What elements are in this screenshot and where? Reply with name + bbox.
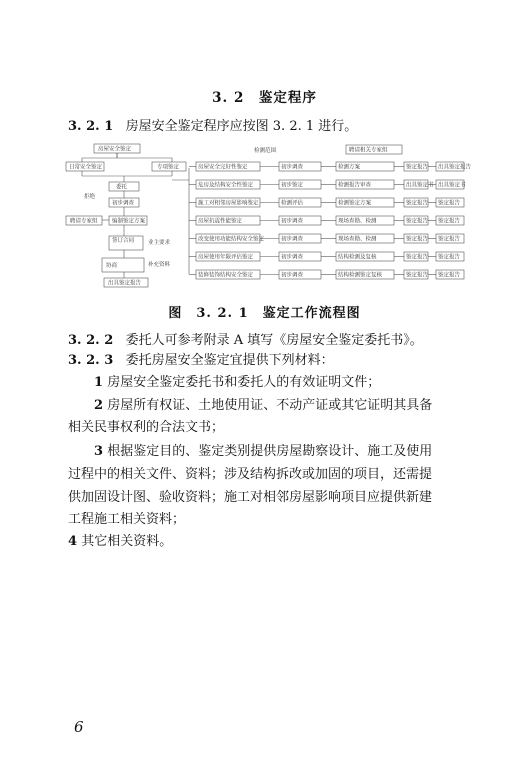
flow-box-label: 结构检测及复核: [338, 254, 377, 261]
flow-box-label: 出具鉴定书: [406, 182, 434, 189]
flow-box-label: 初步鉴定: [281, 182, 304, 189]
flow-box-label: 改变使用功能结构安全鉴定: [198, 236, 265, 243]
reject-label: 拒绝: [84, 194, 96, 200]
flow-box-label: 鉴定报告: [406, 254, 429, 261]
figure-caption: 图 3. 2. 1 鉴定工作流程图: [168, 306, 361, 321]
flow-box-label: 施工对相邻房屋影响鉴定: [198, 200, 259, 207]
clause-text: 房屋安全鉴定程序应按图 3. 2. 1 进行。: [125, 119, 358, 134]
flow-box-label: 检测报告审查: [338, 182, 372, 189]
flow-box-label: 鉴定报告: [438, 218, 461, 225]
list-item: [94, 373, 380, 393]
flow-box-label: 鉴定报告: [406, 200, 429, 207]
page-number: 6: [74, 718, 84, 736]
flow-box-label: 鉴定报告: [406, 236, 429, 243]
clause-number: 3. 2. 3: [68, 353, 114, 368]
flow-box-label: 鉴定报告: [438, 236, 461, 243]
flow-box-label: 初步调查: [281, 164, 304, 171]
flow-box-label: 检测评估: [281, 200, 304, 207]
list-item: [94, 396, 432, 416]
engage-label: 聘请专家组: [70, 218, 98, 225]
consult-label: 业主要求: [148, 240, 171, 246]
flow-box-label: 检测方案: [338, 164, 361, 171]
clause-3-2-2: [68, 331, 423, 351]
flow-box-label: 房屋使用年限评估鉴定: [198, 254, 254, 261]
flow-box-label: 出具鉴定书: [438, 182, 466, 189]
neg-label: 协商: [106, 263, 118, 269]
item-number: 1: [94, 375, 104, 390]
flow-box-label: 危房及结构安全性鉴定: [198, 182, 254, 189]
list-item: [94, 442, 432, 462]
flow-box-label: 现场查勘、检测: [338, 218, 377, 225]
flow-box-label: 鉴定报告: [438, 254, 461, 261]
clause-text: 委托人可参考附录 A 填写《房屋安全鉴定委托书》。: [125, 333, 423, 348]
item-number: 2: [94, 398, 104, 413]
list-item: [68, 532, 172, 552]
report-out-label: 出具鉴定报告: [108, 280, 142, 287]
flow-box-label: 现场查勘、检测: [338, 236, 377, 243]
item-number: 3: [94, 444, 104, 459]
clause-text: 委托房屋安全鉴定宜提供下列材料：: [125, 353, 334, 368]
section-title: 3. 2 鉴定程序: [212, 90, 317, 106]
list-item-continuation: 供加固设计图、验收资料；施工对相邻房屋影响项目应提供新建: [68, 490, 433, 505]
list-item-continuation: 过程中的相关文件、资料；涉及结构拆改或加固的项目，还需提: [68, 467, 433, 482]
list-item-continuation: 相关民事权利的合法文书；: [68, 420, 225, 435]
flow-box-label: 结构检测鉴定复核: [338, 272, 383, 279]
item-text: 房屋安全鉴定委托书和委托人的有效证明文件；: [107, 375, 381, 390]
clause-3-2-1: [68, 117, 357, 137]
list-item-continuation: 工程施工相关资料；: [68, 512, 186, 527]
plan-label: 编制鉴定方案: [112, 218, 146, 225]
flow-box-label: 装修装饰结构安全鉴定: [198, 272, 254, 279]
clause-number: 3. 2. 2: [68, 333, 114, 348]
special-label: 专项鉴定: [157, 164, 180, 171]
flow-box-label: 初步调查: [281, 272, 304, 279]
item-text: 根据鉴定目的、鉴定类别提供房屋勘察设计、施工及使用: [107, 444, 433, 459]
entrust-label: 委托: [116, 184, 128, 191]
flow-box-label: 检测鉴定方案: [338, 200, 372, 207]
contract-label: 签订合同: [112, 238, 135, 244]
flow-box-label: 出具鉴定报告: [438, 164, 472, 171]
col-b-top-label: 聘请相关专家组: [349, 147, 388, 154]
item-number: 4: [68, 534, 78, 549]
flow-box-label: 初步调查: [281, 254, 304, 261]
flow-box-label: 鉴定报告: [406, 218, 429, 225]
item-text: 房屋所有权证、土地使用证、不动产证或其它证明其具备: [107, 398, 433, 413]
flow-box-label: 鉴定报告: [438, 200, 461, 207]
routine-label: 日常安全鉴定: [69, 164, 103, 171]
clause-3-2-3: [68, 351, 334, 371]
workflow-flowchart: [64, 140, 472, 295]
clause-number: 3. 2. 1: [68, 119, 114, 134]
flow-box-label: 初步调查: [281, 218, 304, 225]
flow-box-label: 初步调查: [281, 236, 304, 243]
flow-box-label: 鉴定报告: [438, 272, 461, 279]
survey-label: 初步调查: [112, 200, 135, 207]
flow-box-label: 鉴定报告: [406, 272, 429, 279]
flow-box-label: 房屋抗震性能鉴定: [198, 218, 243, 225]
client-box-label: 房屋安全鉴定: [98, 146, 132, 153]
scope-note-label: 检测范围: [254, 148, 277, 154]
item-text: 其它相关资料。: [81, 534, 173, 549]
flow-box-label: 鉴定报告: [406, 164, 429, 171]
other-label: 补充资料: [148, 262, 171, 268]
flow-box-label: 房屋安全完好性鉴定: [198, 164, 248, 171]
